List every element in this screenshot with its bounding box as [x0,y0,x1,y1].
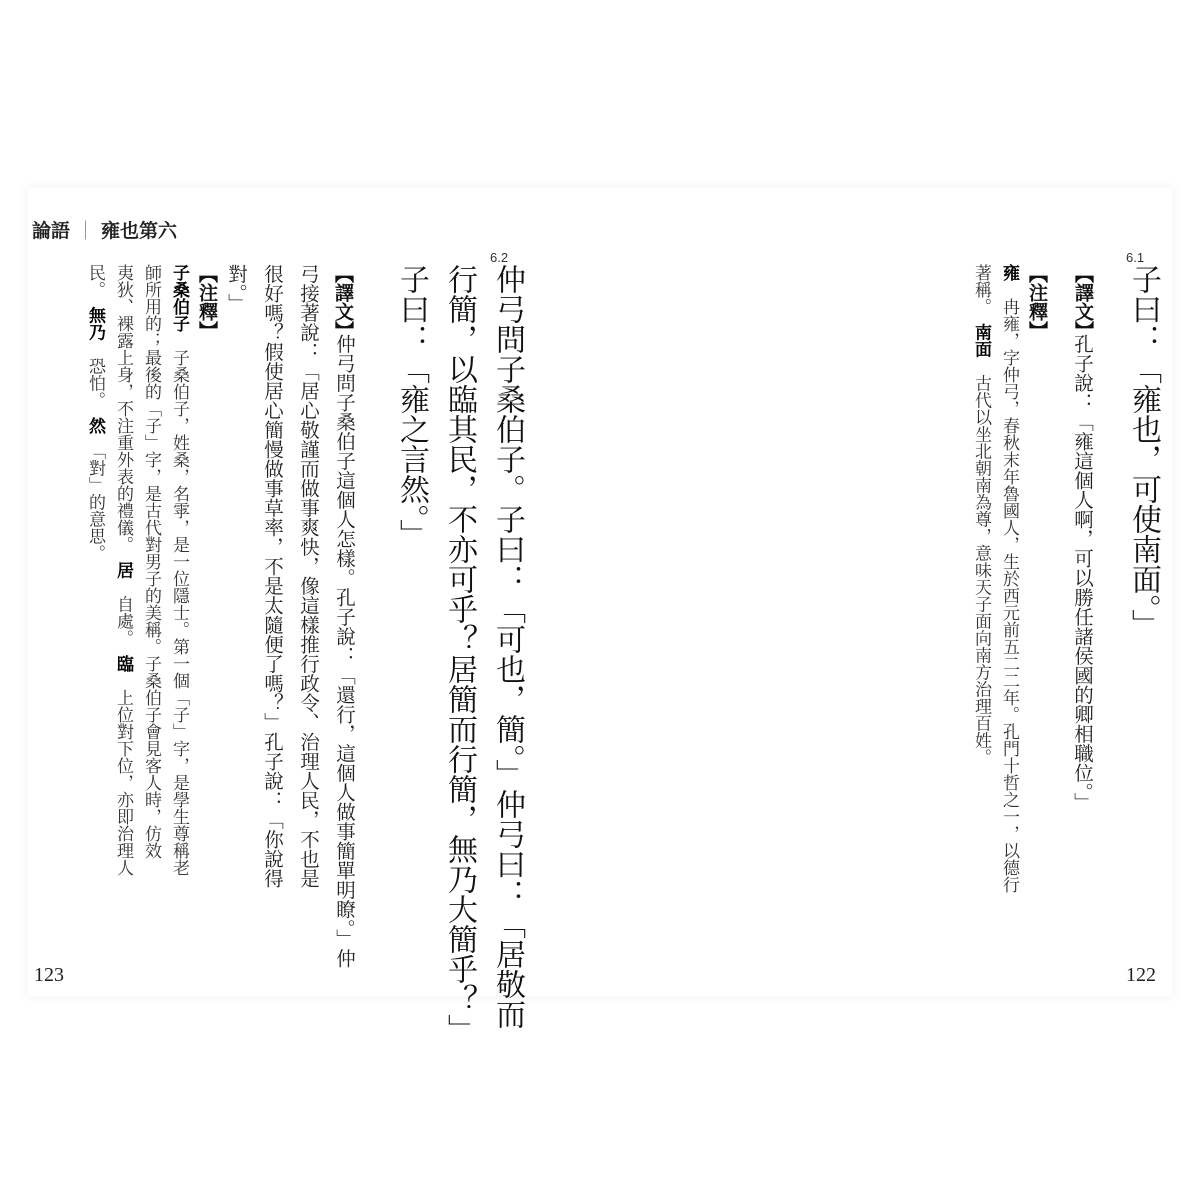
note-text: 子桑伯子，姓桑，名雽，是一位隱士。第一個「子」字，是學生尊稱老 [169,349,189,876]
note-text: 夷狄、裸露上身，不注重外表的禮儀。 [113,264,133,545]
chapter-title: 雍也第六 [101,220,178,242]
note-text: 師所用的；最後的「子」字，是古代對男子的美稱。子桑伯子會見客人時，仿效 [141,264,161,859]
page-number: 122 [1126,964,1156,986]
note-text: 「對」的意思。 [85,451,105,562]
page-number: 123 [34,964,64,986]
section-number: 6.2 [490,250,509,265]
translation-heading: 【譯文】 [332,264,354,340]
notes-heading: 【注釋】 [196,264,218,340]
right-page [600,188,1172,996]
note-line [968,264,993,766]
translation-heading: 【譯文】 [1072,264,1094,340]
original-text-line: 仲弓問子桑伯子。子曰：「可也，簡。」仲弓曰：「居敬而 [490,264,525,1029]
translation-line: 弓接著說：「居心敬謹而做事爽快，像這樣推行政令、治理人民，不也是 [297,264,320,888]
note-text: 著稱。 [971,264,991,307]
translation-line: 仲弓問子桑伯子這個人怎樣。孔子說：「還行，這個人做事簡單明瞭。」仲 [333,334,356,968]
note-text: 冉雍，字仲弓，春秋末年魯國人，生於西元前五二二年。孔門十哲之一，以德行 [999,298,1019,893]
original-text-line: 子曰：「雍之言然。」 [394,264,429,549]
note-text: 恐怕。 [85,357,105,400]
note-line [82,264,107,562]
note-term: 雍 [999,264,1019,281]
note-term: 然 [85,417,105,434]
note-text: 民。 [85,264,105,290]
notes-heading: 【注釋】 [1026,264,1048,340]
running-head: 論語 ｜ 雍也第六 [32,220,178,242]
original-text-line: 行簡，以臨其民，不亦可乎？居簡而行簡，無乃大簡乎？」 [442,264,477,1044]
translation-line: 孔子說：「雍這個人啊，可以勝任諸侯國的卿相職位。」 [1071,334,1094,812]
note-term: 無乃 [85,306,105,341]
note-line [996,264,1021,893]
note-term: 臨 [113,655,133,672]
note-text: 古代以坐北朝南為尊，意味天子面向南方治理百姓。 [971,374,991,766]
left-page [28,188,600,1044]
original-text-line: 子曰：「雍也，可使南面。」 [1126,264,1161,639]
translation-line: 對。」 [225,264,248,313]
note-term: 南面 [971,323,991,358]
note-term: 子桑伯子 [169,264,189,332]
note-text: 自處。 [113,595,133,638]
book-title: 論語 [32,220,71,242]
section-number: 6.1 [1126,250,1145,265]
note-term: 居 [113,561,133,579]
note-line [166,264,191,876]
note-line [138,264,163,859]
note-text: 上位對下位，亦即治理人 [113,689,133,876]
translation-line: 很好嗎？假使居心簡慢做事草率，不是太隨便了嗎？」孔子說：「你說得 [261,264,284,888]
note-line [110,264,135,876]
book-spread [28,188,1172,1044]
